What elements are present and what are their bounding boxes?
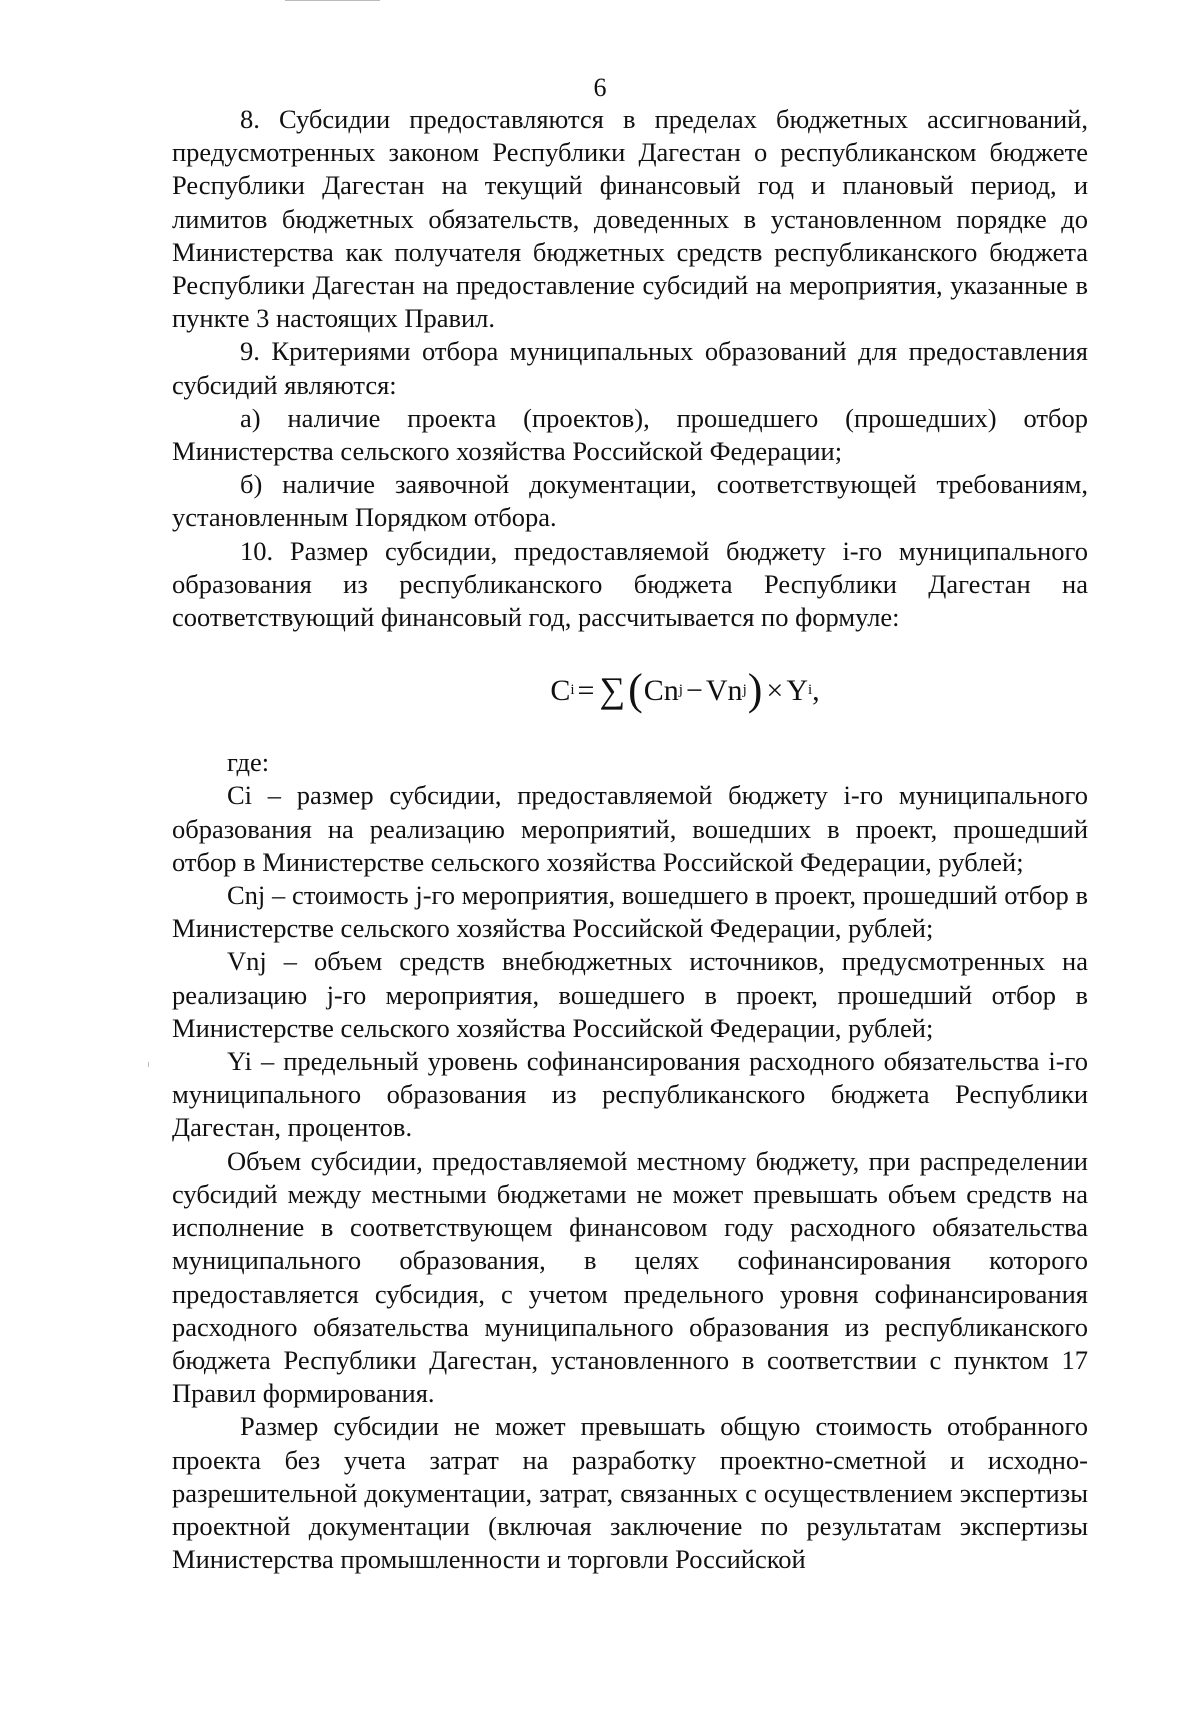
paragraph-subsidy-volume: Объем субсидии, предоставляемой местному бюджету, при распределении субсидий между местными бюджетами не может превышать объем средств на исполнение в соответствующем финансовом году расходного обязательства муниципального образования, в целях софинансирования которого предоставляется субсидия, с учетом предельного уровня софинансирования расходного обязательства муниципального образования из республиканского бюджета Республики Дагестан, установленного в соответствии с пунктом 17 Правил формирования. [172, 1145, 1088, 1409]
paragraph-subsidy-limit: Размер субсидии не может превышать общую стоимость отобранного проекта без учета затрат на разработку проектно-сметной и исходно-разрешительной документации, затрат, связанных с осуществлением экспертизы проектной документации (включая заключение по результатам экспертизы Министерства промышленности и торговли Российской [172, 1411, 1088, 1575]
paragraph-9a: а) наличие проекта (проектов), прошедшего (прошедших) отбор Министерства сельского хозяйства Российской Федерации; [172, 402, 1088, 467]
formula-equals: = [577, 673, 595, 707]
formula-term-cost-sub: j [678, 681, 683, 698]
formula-term-extrabudget-sub: j [742, 681, 747, 698]
definition-yi: Yi – предельный уровень софинансирования расходного обязательства i-го муниципального образования из республиканского бюджета Республики Дагестан, процентов. [172, 1046, 1088, 1143]
paragraph-10: 10. Размер субсидии, предоставляемой бюджету i-го муниципального образования из республиканского бюджета Республики Дагестан на соответствующий финансовый год, рассчитывается по формуле: [172, 535, 1088, 633]
formula-factor: Y [786, 673, 808, 707]
formula-term-extrabudget: Vn [705, 673, 743, 707]
page-number: 6 [593, 73, 607, 102]
definition-vnj: Vnj – объем средств внебюджетных источников, предусмотренных на реализацию j-го мероприятия, вошедшего в проект, прошедший отбор в Министерстве сельского хозяйства Российской Федерации, рублей; [172, 946, 1088, 1043]
where-label: где: [227, 747, 270, 778]
formula-factor-sub: i [807, 681, 813, 698]
formula-open-paren: ( [628, 665, 643, 715]
subsidy-formula [172, 634, 1088, 746]
paragraph-9b: б) наличие заявочной документации, соответствующей требованиям, установленным Порядком отбора. [172, 469, 1088, 533]
formula-times: × [766, 673, 784, 707]
formula-trailing-comma: , [812, 673, 820, 707]
paragraph-9: 9. Критериями отбора муниципальных образований для предоставления субсидий являются: [172, 336, 1088, 400]
formula-sum-symbol: ∑ [599, 669, 626, 710]
definition-cnj: Cnj – стоимость j-го мероприятия, вошедшего в проект, прошедший отбор в Министерстве сельского хозяйства Российской Федерации, рублей; [172, 880, 1088, 944]
formula-minus: − [685, 673, 703, 707]
formula-lhs-sub: i [570, 681, 575, 698]
formula-term-cost: Cn [643, 673, 679, 707]
scan-margin-mark-top [285, 0, 380, 1]
paragraph-8: 8. Субсидии предоставляются в пределах бюджетных ассигнований, предусмотренных законом Республики Дагестан о республиканском бюджете Республики Дагестан на текущий финансовый год и плановый период, и лимитов бюджетных обязательств, доведенных в установленном порядке до Министерства как получателя бюджетных средств республиканского бюджета Республики Дагестан на предоставление субсидий на мероприятия, указанные в пункте 3 настоящих Правил. [172, 104, 1088, 334]
scan-margin-mark-left [148, 1062, 149, 1067]
document-body [172, 103, 1088, 1576]
formula-lhs: C [550, 673, 571, 707]
definition-ci: Ci – размер субсидии, предоставляемой бюджету i-го муниципального образования на реализацию мероприятий, вошедших в проект, прошедший отбор в Министерстве сельского хозяйства Российской Федерации, рублей; [172, 780, 1088, 877]
formula-close-paren: ) [747, 665, 763, 715]
